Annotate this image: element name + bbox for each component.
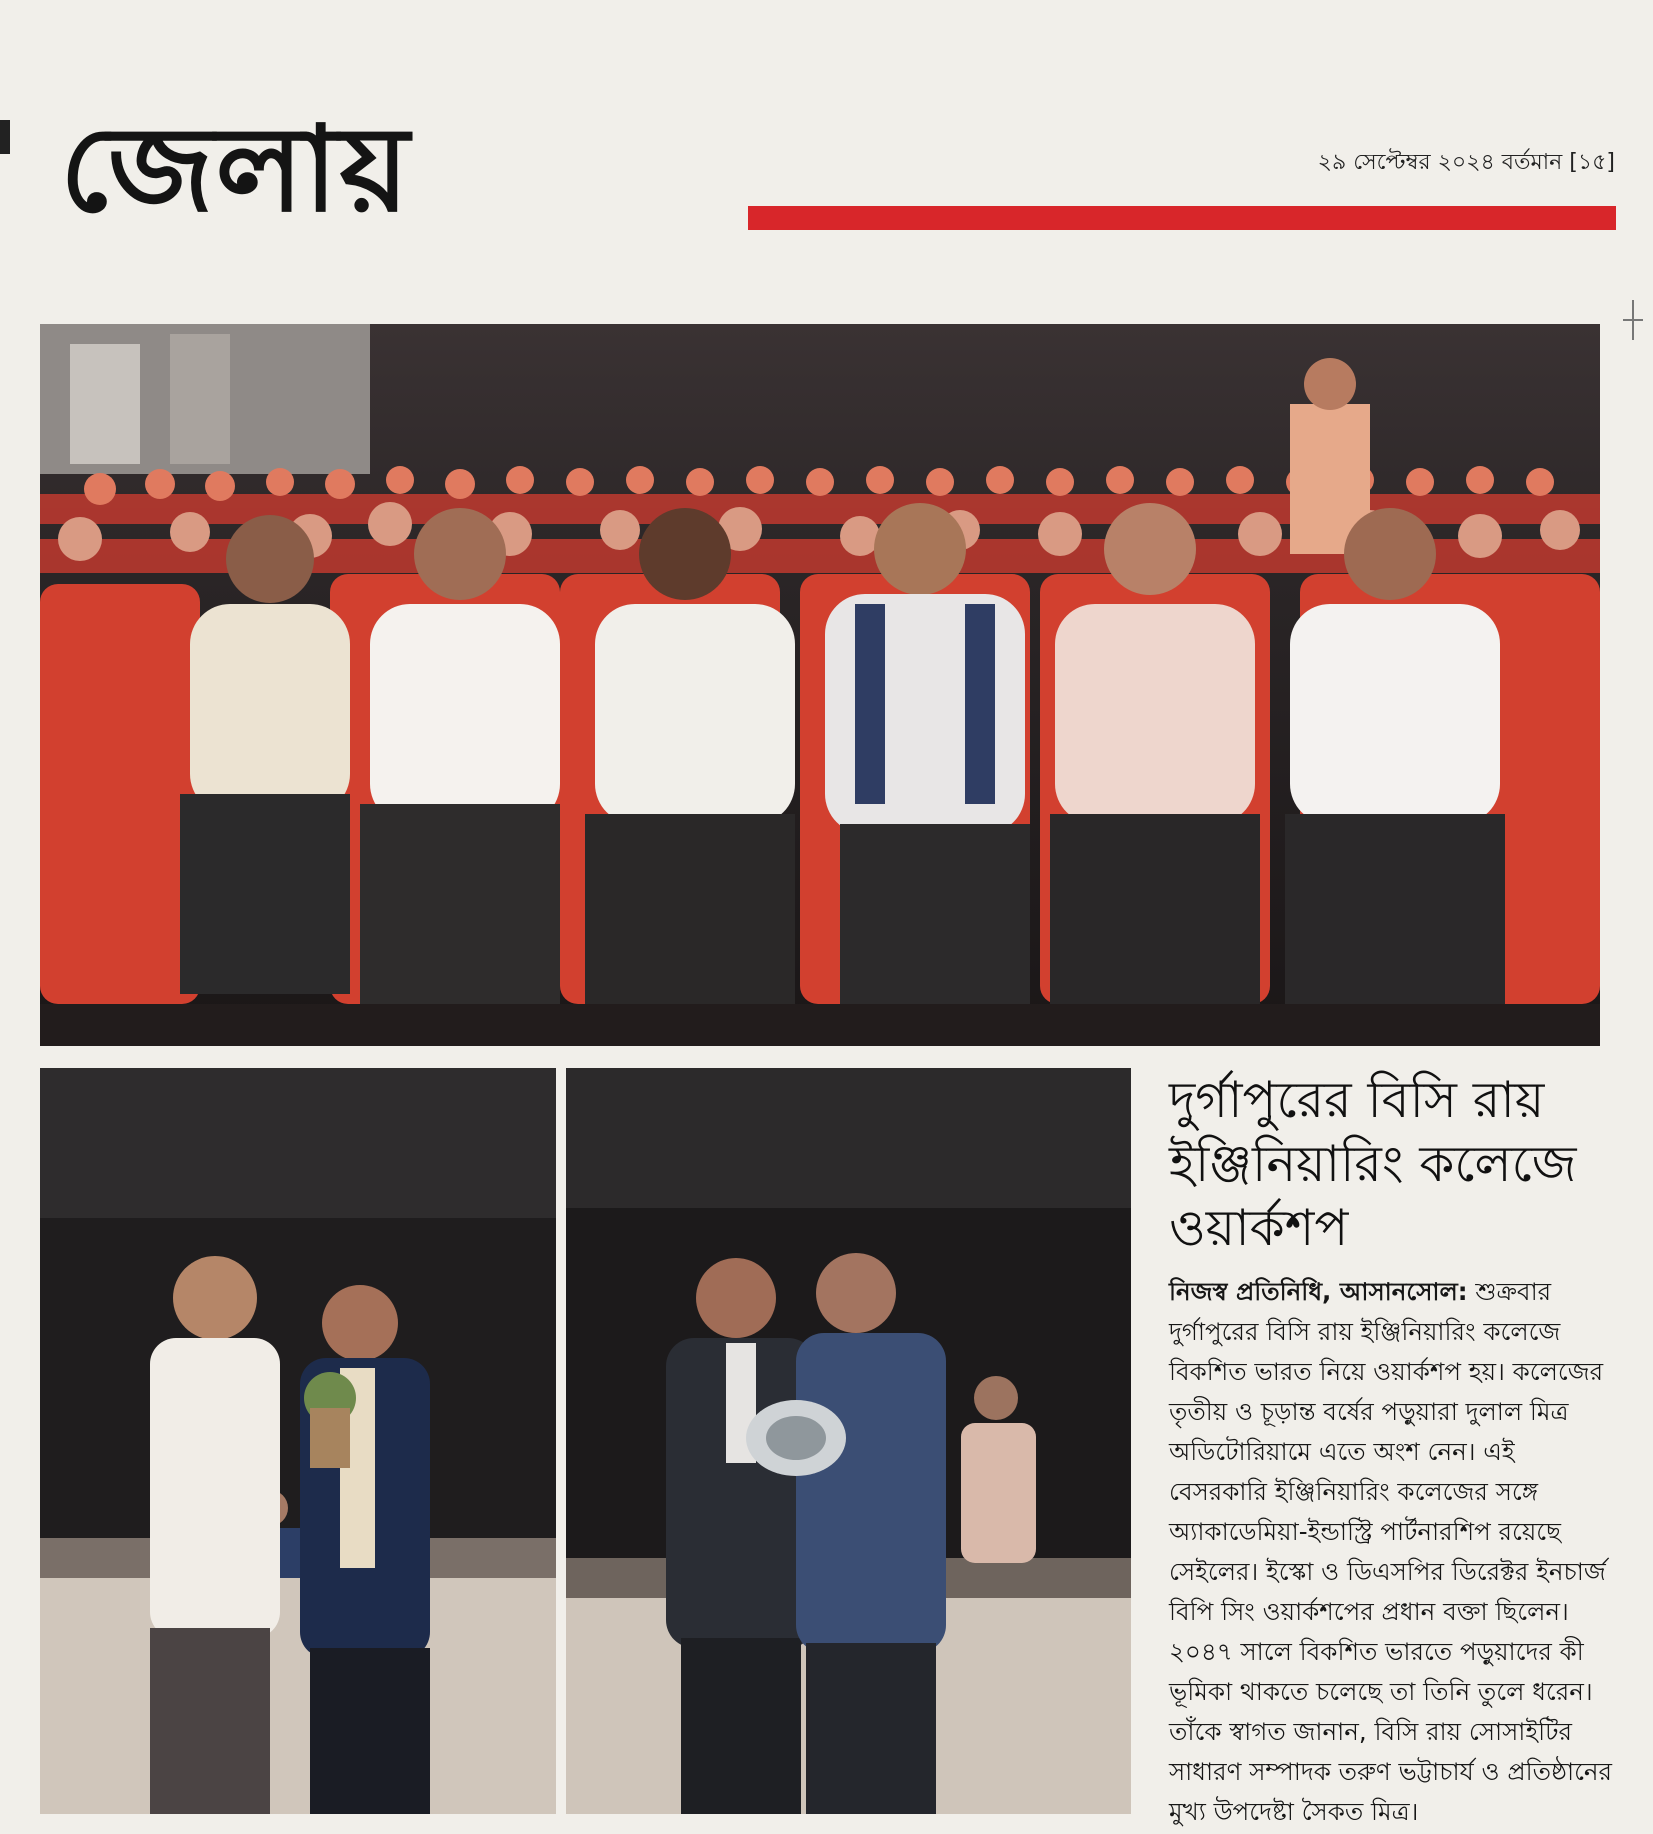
header-red-rule	[748, 206, 1616, 230]
news-article	[1151, 1068, 1613, 1832]
article-headline: দুর্গাপুরের বিসি রায় ইঞ্জিনিয়ারিং কলেজে ওয়ার্কশপ	[1169, 1071, 1577, 1257]
margin-mark	[0, 120, 10, 154]
section-masthead: জেলায়	[60, 100, 412, 238]
photo-felicitation-bouquet	[40, 1068, 556, 1814]
article-byline: নিজস্ব প্রতিনিধি, আসানসোল:	[1169, 1277, 1468, 1306]
photo-auditorium-audience	[40, 324, 1600, 1046]
photo-felicitation-memento	[566, 1068, 1131, 1814]
article-body	[1169, 1272, 1613, 1832]
crop-mark	[1623, 300, 1643, 340]
article-body-text: শুক্রবার দুর্গাপুরের বিসি রায় ইঞ্জিনিয়ারিং কলেজে বিকশিত ভারত নিয়ে ওয়ার্কশপ হয়। কলেজের তৃতীয় ও চূড়ান্ত বর্ষের পড়ুয়ারা দুলাল মিত্র অডিটোরিয়ামে এতে অংশ নেন। এই বেসরকারি ইঞ্জিনিয়ারিং কলেজের সঙ্গে অ্যাকাডেমিয়া-ইন্ডাস্ট্রি পার্টনারশিপ রয়েছে সেইলের। ইস্কো ও ডিএসপির ডিরেক্টর ইনচার্জ বিপি সিং ওয়ার্কশপের প্রধান বক্তা ছিলেন। ২০৪৭ সালে বিকশিত ভারতে পড়ুয়াদের কী ভূমিকা থাকতে চলেছে তা তিনি তুলে ধরেন। তাঁকে স্বাগত জানান, বিসি রায় সোসাইটির সাধারণ সম্পাদক তরুণ ভট্টাচার্য ও প্রতিষ্ঠানের মুখ্য উপদেষ্টা সৈকত মিত্র।	[1169, 1277, 1613, 1826]
dateline: ২৯ সেপ্টেম্বর ২০২৪ বর্তমান [১৫]	[1317, 150, 1615, 175]
